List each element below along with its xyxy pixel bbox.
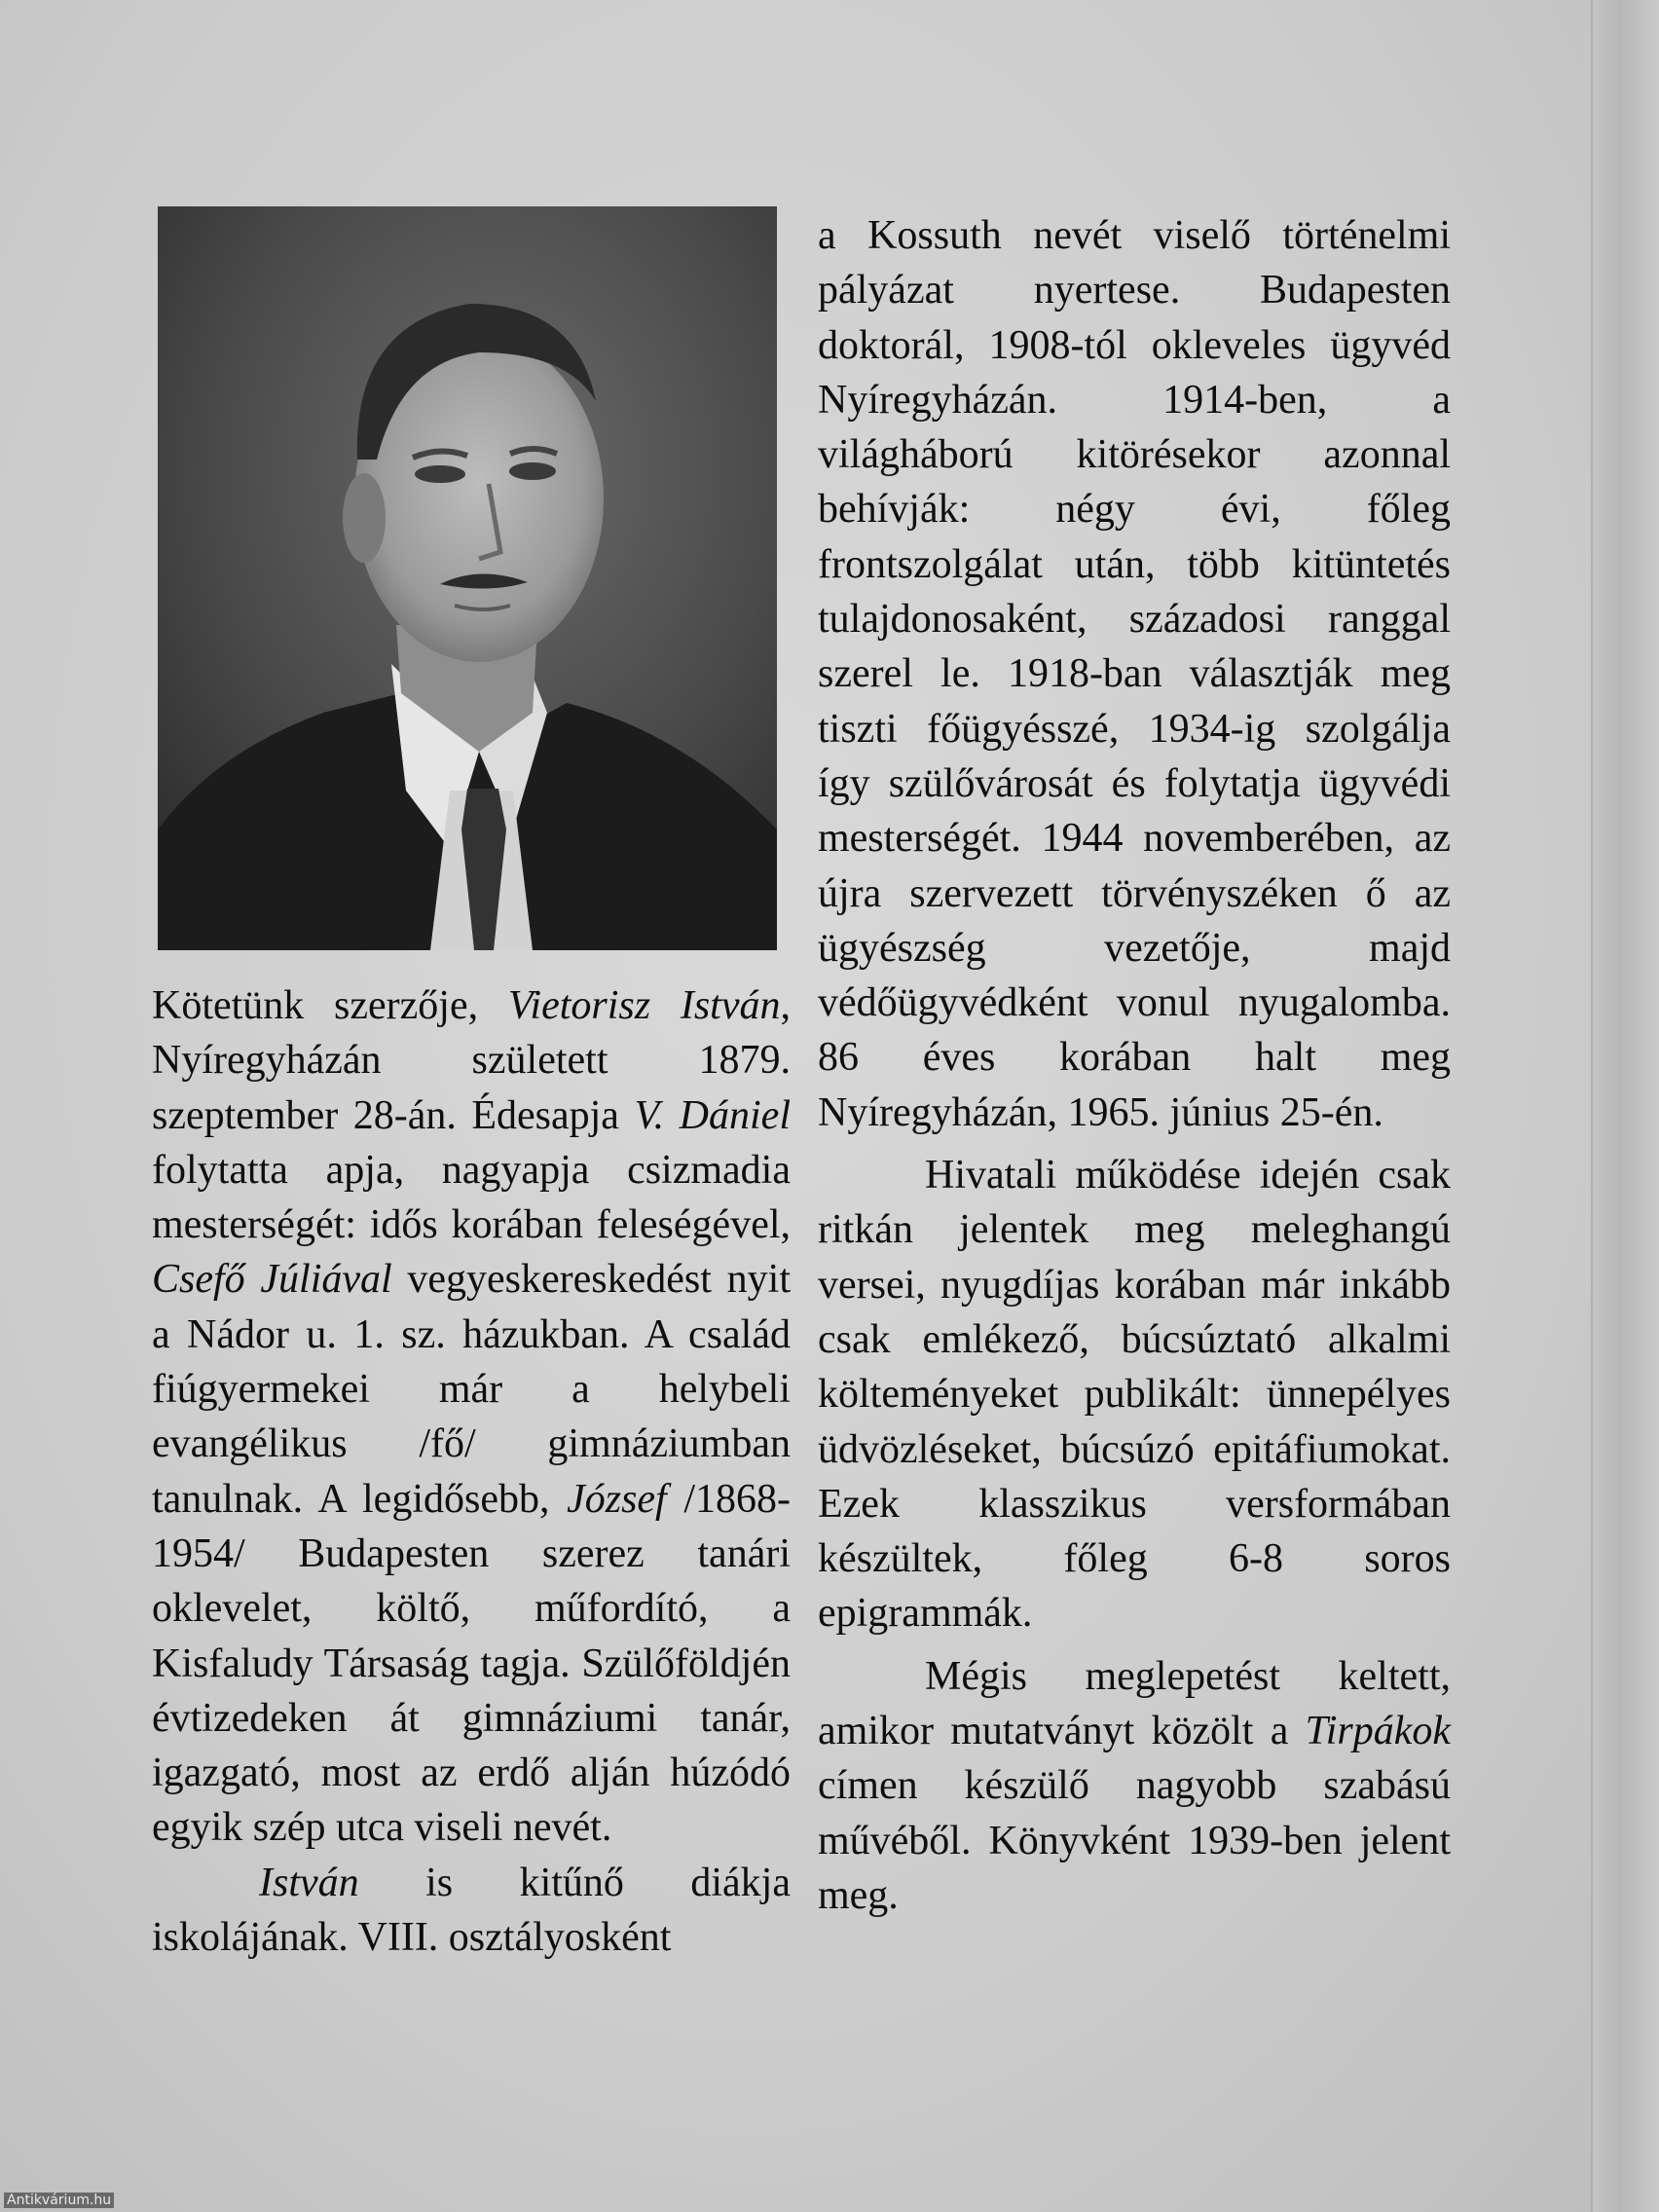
text-run: Kötetünk szerzője,	[152, 983, 508, 1028]
portrait-photo	[158, 206, 777, 950]
page-edge	[1591, 0, 1659, 2212]
paragraph: a Kossuth nevét viselő történelmi pályázat nyertese. Budapesten doktorál, 1908-tól okleveles ügyvéd Nyíregyházán. 1914-ben, a világháború kitörésekor azonnal behívják: négy évi, főleg frontszolgálat után, több kitüntetés tulajdonosaként, századosi ranggal szerel le. 1918-ban választják meg tiszti főügyésszé, 1934-ig szolgálja így szülővárosát és folytatja ügyvédi mesterségét. 1944 novemberében, az újra szervezett törvényszéken ő az ügyészség vezetője, majd védőügyvédként vonul nyugalomba. 86 éves korában halt meg Nyíregyházán, 1965. június 25-én.	[818, 213, 1451, 1135]
book-title: Tirpákok	[1305, 1709, 1451, 1754]
portrait-illustration	[158, 206, 777, 950]
text-run: vegyeskereskedést nyit a Nádor u. 1. sz. házukban. A család fiúgyermekei már a helybeli evangélikus /fő/ gimnáziumban tanulnak. A legidősebb,	[152, 1257, 791, 1522]
brother-name: József	[567, 1476, 667, 1522]
text-run: címen készülő nagyobb szabású művéből. Könyvként 1939-ben jelent meg.	[818, 1763, 1451, 1918]
paragraph	[152, 1856, 791, 1966]
watermark: Antikvárium.hu	[4, 2193, 114, 2208]
right-text-column	[818, 208, 1451, 1923]
father-name: V. Dániel	[634, 1092, 791, 1138]
paragraph	[152, 978, 791, 1856]
author-first-name: István	[259, 1860, 359, 1905]
paragraph	[818, 1649, 1451, 1923]
text-run: is kitűnő diákja iskolájának. VIII. osztályosként	[152, 1860, 791, 1961]
text-run: folytatta apja, nagyapja csizmadia mesterségét: idős korában feleségével,	[152, 1147, 791, 1248]
text-run: , Nyíregyházán született 1879. szeptember 28-án. Édesapja	[152, 983, 791, 1138]
left-text-column	[152, 978, 791, 1965]
mother-name: Csefő Júliával	[152, 1257, 392, 1303]
text-run: Mégis meglepetést keltett, amikor mutatványt közölt a	[818, 1653, 1451, 1754]
paragraph: Hivatali működése idején csak ritkán jelentek meg meleghangú versei, nyugdíjas korában már inkább csak emlékező, búcsúztató alkalmi költeményeket publikált: ünnepélyes üdvözléseket, búcsúzó epitáfiumokat. Ezek klasszikus versformában készültek, főleg 6-8 soros epigrammák.	[818, 1153, 1451, 1637]
author-name: Vietorisz István	[507, 983, 781, 1028]
text-run: /1868-1954/ Budapesten szerez tanári oklevelet, költő, műfordító, a Kisfaludy Társaság tagja. Szülőföldjén évtizedeken át gimnáziumi tanár, igazgató, most az erdő alján húzódó egyik szép utca viseli nevét.	[152, 1476, 791, 1851]
